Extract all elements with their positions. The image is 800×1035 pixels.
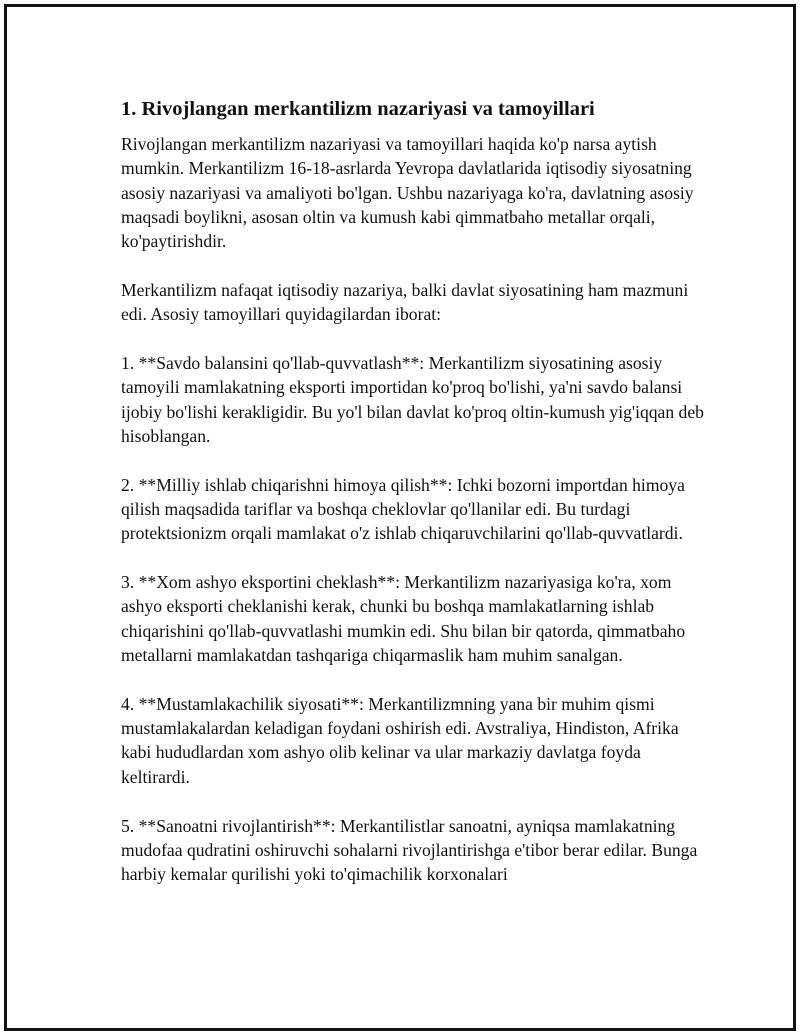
list-item-raw-material-export: 3. **Xom ashyo eksportini cheklash**: Merkantilizm nazariyasiga ko'ra, xom ashyo eksporti cheklanishi kerak, chunki bu boshqa mamlakatlarning ishlab chiqarishini qo'llab-quvvatlashi mumkin edi. Shu bilan bir qatorda, qimmatbaho metallarni mamlakatdan tashqariga chiqarmaslik ham muhim sanalgan. (121, 572, 686, 666)
document-title: 1. Rivojlangan merkantilizm nazariyasi va tamoyillari (121, 98, 595, 120)
list-item-national-production: 2. **Milliy ishlab chiqarishni himoya qilish**: Ichki bozorni importdan himoya qilish maqsadida tariflar va boshqa cheklovlar qo'llanilar edi. Bu turdagi protektsionizm orqali mamlakat o'z ishlab chiqaruvchilarini qo'llab-quvvatlardi. (121, 474, 685, 544)
page-frame (4, 4, 796, 1031)
paragraph-principles-intro: Merkantilizm nafaqat iqtisodiy nazariya, balki davlat siyosatining ham mazmuni edi. Asosiy tamoyillari quyidagilardan iborat: (121, 279, 689, 325)
paragraph-intro: Rivojlangan merkantilizm nazariyasi va tamoyillari haqida ko'p narsa aytish mumkin. Merkantilizm 16-18-asrlarda Yevropa davlatlarida iqtisodiy siyosatning asosiy nazariyasi va amaliyoti bo'lgan. Ushbu nazariyaga ko'ra, davlatning asosiy maqsadi boylikni, asosan oltin va kumush kabi qimmatbaho metallar orqali, ko'paytirishdir. (121, 134, 694, 252)
list-item-industry-development: 5. **Sanoatni rivojlantirish**: Merkantilistlar sanoatni, ayniqsa mamlakatning mudofaa qudratini oshiruvchi sohalarni rivojlantirishga e'tibor berar edilar. Bunga harbiy kemalar qurilishi yoki to'qimachilik korxonalari (121, 815, 698, 885)
list-item-colonial-policy: 4. **Mustamlakachilik siyosati**: Merkantilizmning yana bir muhim qismi mustamlakalardan keladigan foydani oshirish edi. Avstraliya, Hindiston, Afrika kabi hududlardan xom ashyo olib kelinar va ular markaziy davlatga foyda keltirardi. (121, 693, 679, 787)
document-body (121, 97, 706, 911)
list-item-trade-balance: 1. **Savdo balansini qo'llab-quvvatlash**: Merkantilizm siyosatining asosiy tamoyili mamlakatning eksporti importidan ko'proq bo'lishi, ya'ni savdo balansi ijobiy bo'lishi kerakligidir. Bu yo'l bilan davlat ko'proq oltin-kumush yig'iqqan deb hisoblangan. (121, 353, 704, 446)
